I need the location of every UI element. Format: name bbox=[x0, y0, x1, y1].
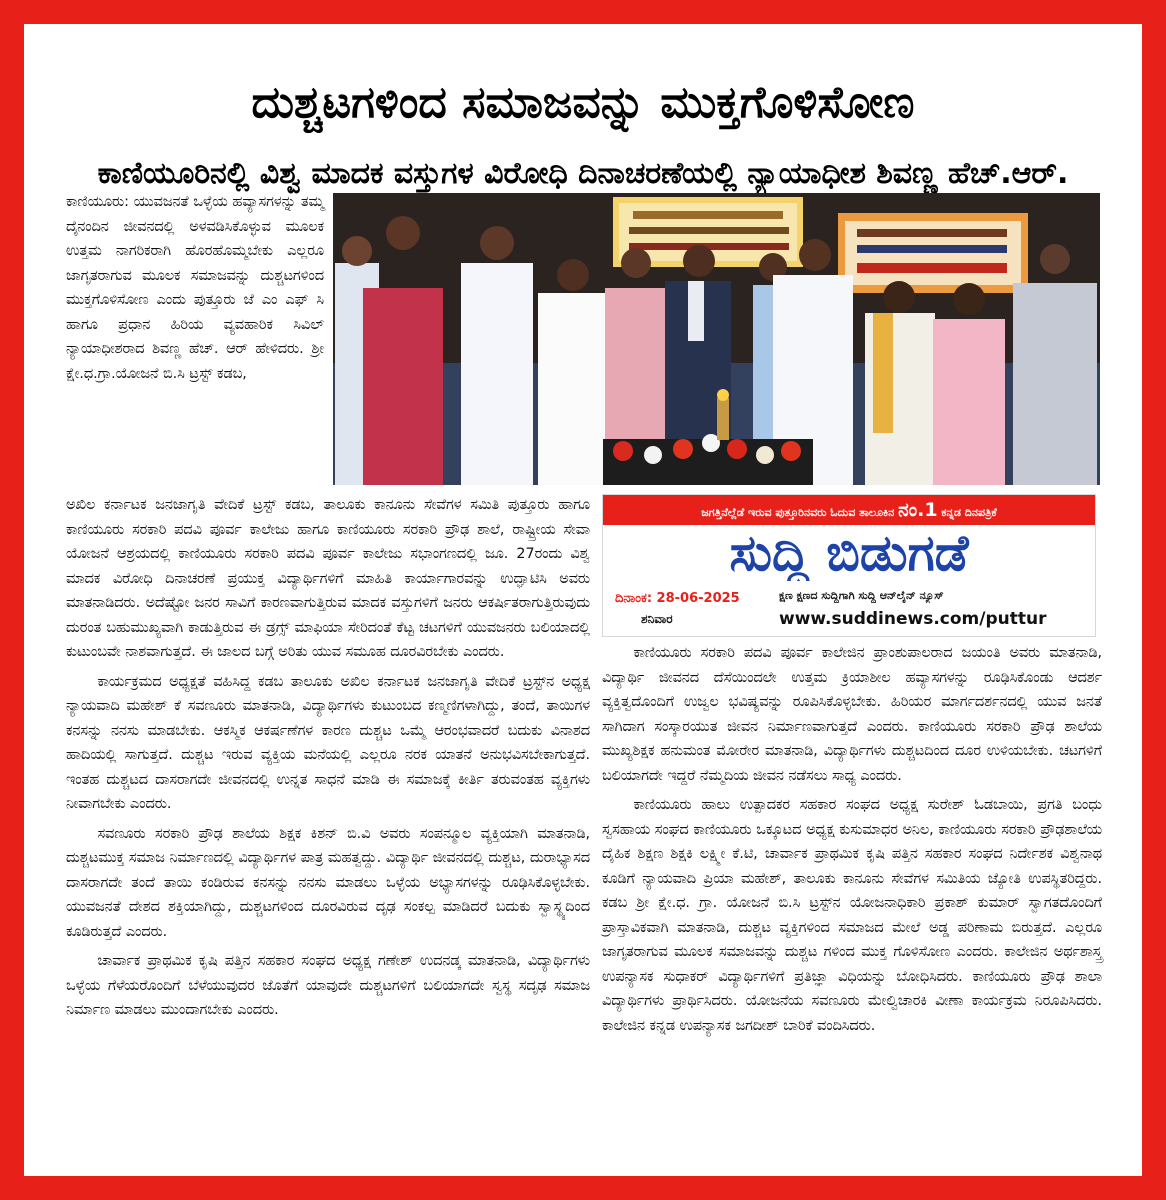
masthead-website: www.suddinews.com/puttur bbox=[779, 609, 1047, 629]
masthead-tagline-prefix: ಜಗತ್ತಿನೆಲ್ಲೆಡೆ ಇರುವ ಪುತ್ತೂರಿನವರು ಓದುವ ತಾಲೂಕಿನ bbox=[701, 506, 895, 519]
article-paragraph: ಕಾಣಿಯೂರು: ಯುವಜನತೆ ಒಳ್ಳೆಯ ಹವ್ಯಾಸಗಳನ್ನು ತಮ್ಮ ದೈನಂದಿನ ಜೀವನದಲ್ಲಿ ಅಳವಡಿಸಿಕೊಳ್ಳುವ ಮೂಲಕ ಉತ್ತಮ ನಾಗರಿಕರಾಗಿ ಹೊರಹೊಮ್ಮಬೇಕು ಎಲ್ಲರೂ ಜಾಗೃತರಾಗುವ ಮೂಲಕ ಸಮಾಜವನ್ನು ದುಶ್ಚಟಗಳಿಂದ ಮುಕ್ತಗೊಳಿಸೋಣ ಎಂದು ಪುತ್ತೂರು ಜೆ ಎಂ ಎಫ್ ಸಿ ಹಾಗೂ ಪ್ರಧಾನ ಹಿರಿಯ ವ್ಯವಹಾರಿಕ ಸಿವಿಲ್ ನ್ಯಾಯಾಧೀಶರಾದ ಶಿವಣ್ಣ ಹೆಚ್. ಆರ್ ಹೇಳಿದರು. ಶ್ರೀ ಕ್ಷೇ.ಧ.ಗ್ರಾ.ಯೋಜನೆ ಬಿ.ಸಿ ಟ್ರಸ್ಟ್ ಕಡಬ, bbox=[66, 194, 324, 382]
event-photo bbox=[333, 193, 1100, 485]
article-paragraph: ಅಖಿಲ ಕರ್ನಾಟಕ ಜನಜಾಗೃತಿ ವೇದಿಕೆ ಟ್ರಸ್ಟ್ ಕಡಬ, ತಾಲೂಕು ಕಾನೂನು ಸೇವೆಗಳ ಸಮಿತಿ ಪುತ್ತೂರು ಹಾಗೂ ಕಾಣಿಯೂರು ಸರಕಾರಿ ಪದವಿ ಪೂರ್ವ ಕಾಲೇಜು ಹಾಗೂ ಕಾಣಿಯೂರು ಸರಕಾರಿ ಪ್ರೌಢ ಶಾಲೆ, ರಾಷ್ಟ್ರೀಯ ಸೇವಾ ಯೋಜನೆ ಆಶ್ರಯದಲ್ಲಿ ಕಾಣಿಯೂರು ಸರಕಾರಿ ಪದವಿ ಪೂರ್ವ ಕಾಲೇಜು ಸಭಾಂಗಣದಲ್ಲಿ ಜೂ. 27ರಂದು ವಿಶ್ವ ಮಾದಕ ವಿರೋಧಿ ದಿನಾಚರಣೆ ಪ್ರಯುಕ್ತ ವಿದ್ಯಾರ್ಥಿಗಳಿಗೆ ಮಾಹಿತಿ ಕಾರ್ಯಾಗಾರವನ್ನು ಉದ್ಘಾಟಿಸಿ ಅವರು ಮಾತನಾಡಿದರು. ಅದೆಷ್ಟೋ ಜನರ ಸಾವಿಗೆ ಕಾರಣವಾಗುತ್ತಿರುವ ಮಾದಕ ವಸ್ತುಗಳಿಗೆ ಜನರು ಆಕರ್ಷಿತರಾಗುತ್ತಿರುವುದು ದುರಂತ ಬಹುಮುಖ್ಯವಾಗಿ ಕಾಡುತ್ತಿರುವ ಈ ಡ್ರಗ್ಸ್ ಮಾಫಿಯಾ ಸೇರಿದಂತೆ ಕೆಟ್ಟ ಚಟಗಳಿಗೆ ಯುವಜನರು ಬಲಿಯಾದಲ್ಲಿ ಕುಟುಂಬವೇ ನಾಶವಾಗುತ್ತದೆ. ಈ ಜಾಲದ ಬಗ್ಗೆ ಅರಿತು ಯುವ ಸಮೂಹ ದೂರವಿರಬೇಕು ಎಂದರು. bbox=[66, 497, 590, 660]
event-photo-illustration bbox=[333, 193, 1100, 485]
masthead-tagline-band bbox=[603, 495, 1095, 525]
article-column-left bbox=[66, 493, 590, 1028]
masthead-rank: ನಂ.1 bbox=[898, 499, 938, 521]
headline: ದುಶ್ಚಟಗಳಿಂದ ಸಮಾಜವನ್ನು ಮುಕ್ತಗೊಳಿಸೋಣ bbox=[251, 77, 915, 129]
article-paragraph: ಕಾರ್ಯಕ್ರಮದ ಅಧ್ಯಕ್ಷತೆ ವಹಿಸಿದ್ದ ಕಡಬ ತಾಲೂಕು ಅಖಿಲ ಕರ್ನಾಟಕ ಜನಜಾಗೃತಿ ವೇದಿಕೆ ಟ್ರಸ್ಟ್‌ನ ಅಧ್ಯಕ್ಷ ನ್ಯಾಯವಾದಿ ಮಹೇಶ್ ಕೆ ಸವಣೂರು ಮಾತನಾಡಿ, ವಿದ್ಯಾರ್ಥಿಗಳು ಕುಟುಂಬದ ಕಣ್ಮಣಿಗಳಾಗಿದ್ದು, ತಂದೆ, ತಾಯಿಗಳ ಕನಸನ್ನು ನನಸು ಮಾಡಬೇಕು. ಆಕಸ್ಮಿಕ ಆಕರ್ಷಣೆಗಳ ಕಾರಣ ದುಶ್ಚಟ ಒಮ್ಮೆ ಆರಂಭವಾದರೆ ಬದುಕು ವಿನಾಶದ ಹಾದಿಯಲ್ಲಿ ಸಾಗುತ್ತದೆ. ದುಶ್ಚಟ ಇರುವ ವ್ಯಕ್ತಿಯ ಮನೆಯಲ್ಲಿ ಎಲ್ಲರೂ ನರಕ ಯಾತನೆ ಅನುಭವಿಸಬೇಕಾಗುತ್ತದೆ. ಇಂತಹ ದುಶ್ಚಟದ ದಾಸರಾಗದೇ ಜೀವನದಲ್ಲಿ ಉನ್ನತ ಸಾಧನೆ ಮಾಡಿ ಈ ಸಮಾಜಕ್ಕೆ ಕೀರ್ತಿ ತರುವಂತಹ ವ್ಯಕ್ತಿಗಳು ನೀವಾಗಬೇಕು ಎಂದರು. bbox=[66, 673, 590, 812]
article-column-right bbox=[602, 641, 1102, 1043]
article-column-left-top bbox=[66, 190, 324, 391]
article-paragraph: ಕಾಣಿಯೂರು ಸರಕಾರಿ ಪದವಿ ಪೂರ್ವ ಕಾಲೇಜಿನ ಪ್ರಾಂಶುಪಾಲರಾದ ಜಯಂತಿ ಅವರು ಮಾತನಾಡಿ, ವಿದ್ಯಾರ್ಥಿ ಜೀವನದ ದೆಸೆಯಿಂದಲೇ ಉತ್ತಮ ಕ್ರಿಯಾಶೀಲ ಹವ್ಯಾಸಗಳನ್ನು ರೂಢಿಸಿಕೊಂಡು ಆದರ್ಶ ವ್ಯಕ್ತಿತ್ವದೊಂದಿಗೆ ಉಜ್ವಲ ಭವಿಷ್ಯವನ್ನು ರೂಪಿಸಿಕೊಳ್ಳಬೇಕು. ಹಿರಿಯರ ಮಾರ್ಗದರ್ಶನದಲ್ಲಿ ಯುವ ಜನತೆ ಸಾಗಿದಾಗ ಸಂಸ್ಕಾರಯುತ ಜೀವನ ನಿರ್ಮಾಣವಾಗುತ್ತದೆ ಎಂದರು. ಕಾಣಿಯೂರು ಸರಕಾರಿ ಪ್ರೌಢ ಶಾಲೆಯ ಮುಖ್ಯಶಿಕ್ಷಕ ಹನುಮಂತ ಮೋರೇರ ಮಾತನಾಡಿ, ವಿದ್ಯಾರ್ಥಿಗಳು ದುಶ್ಚಟದಿಂದ ದೂರ ಉಳಿಯಬೇಕು. ಚಟಗಳಿಗೆ ಬಲಿಯಾಗದೇ ಇದ್ದರೆ ನೆಮ್ಮದಿಯ ಜೀವನ ನಡೆಸಲು ಸಾಧ್ಯ ಎಂದರು. bbox=[602, 645, 1102, 784]
masthead-tagline-suffix: ಕನ್ನಡ ದಿನಪತ್ರಿಕೆ bbox=[941, 506, 997, 519]
masthead-logo: ಸುದ್ದಿ ಬಿಡುಗಡೆ bbox=[729, 525, 969, 581]
subheadline: ಕಾಣಿಯೂರಿನಲ್ಲಿ ವಿಶ್ವ ಮಾದಕ ವಸ್ತುಗಳ ವಿರೋಧಿ ದಿನಾಚರಣೆಯಲ್ಲಿ ನ್ಯಾಯಾಧೀಶ ಶಿವಣ್ಣ ಹೆಚ್.ಆರ್. bbox=[97, 155, 1069, 191]
article-paragraph: ಚಾರ್ವಾಕ ಪ್ರಾಥಮಿಕ ಕೃಷಿ ಪತ್ತಿನ ಸಹಕಾರ ಸಂಘದ ಅಧ್ಯಕ್ಷ ಗಣೇಶ್ ಉದನಡ್ಕ ಮಾತನಾಡಿ, ವಿದ್ಯಾರ್ಥಿಗಳು ಒಳ್ಳೆಯ ಗೆಳೆಯರೊಂದಿಗೆ ಬೆಳೆಯುವುದರ ಜೊತೆಗೆ ಯಾವುದೇ ದುಶ್ಚಟಗಳಿಗೆ ಬಲಿಯಾಗದೇ ಸ್ವಸ್ಥ ಸದೃಢ ಸಮಾಜ ನಿರ್ಮಾಣ ಮಾಡಲು ಮುಂದಾಗಬೇಕು ಎಂದರು. bbox=[66, 953, 590, 1018]
masthead-day: ಶನಿವಾರ bbox=[641, 612, 673, 626]
masthead-online-tagline: ಕ್ಷಣ ಕ್ಷಣದ ಸುದ್ದಿಗಾಗಿ ಸುದ್ದಿ ಆನ್‌ಲೈನ್ ನ್ಯೂಸ್ bbox=[779, 589, 944, 602]
masthead-date: ದಿನಾಂಕ: 28-06-2025 bbox=[615, 591, 740, 606]
article-paragraph: ಸವಣೂರು ಸರಕಾರಿ ಪ್ರೌಢ ಶಾಲೆಯ ಶಿಕ್ಷಕ ಕಿಶನ್ ಬಿ.ವಿ ಅವರು ಸಂಪನ್ಮೂಲ ವ್ಯಕ್ತಿಯಾಗಿ ಮಾತನಾಡಿ, ದುಶ್ಚಟಮುಕ್ತ ಸಮಾಜ ನಿರ್ಮಾಣದಲ್ಲಿ ವಿದ್ಯಾರ್ಥಿಗಳ ಪಾತ್ರ ಮಹತ್ವದ್ದು. ವಿದ್ಯಾರ್ಥಿ ಜೀವನದಲ್ಲಿ ದುಶ್ಚಟ, ದುರಾಭ್ಯಾಸದ ದಾಸರಾಗದೇ ತಂದೆ ತಾಯಿ ಕಂಡಿರುವ ಕನಸನ್ನು ನನಸು ಮಾಡಲು ಒಳ್ಳೆಯ ಅಭ್ಯಾಸಗಳನ್ನು ರೂಢಿಸಿಕೊಳ್ಳಬೇಕು. ಯುವಜನತೆ ದೇಶದ ಶಕ್ತಿಯಾಗಿದ್ದು, ದುಶ್ಚಟಗಳಿಂದ ದೂರವಿರುವ ದೃಢ ಸಂಕಲ್ಪ ಮಾಡಿದರೆ ಬದುಕು ಸ್ವಾಸ್ಥ್ಯದಿಂದ ಕೂಡಿರುತ್ತದೆ ಎಂದರು. bbox=[66, 825, 590, 940]
newspaper-masthead bbox=[602, 494, 1096, 637]
article-paragraph: ಕಾಣಿಯೂರು ಹಾಲು ಉತ್ಪಾದಕರ ಸಹಕಾರ ಸಂಘದ ಅಧ್ಯಕ್ಷ ಸುರೇಶ್ ಓಡಬಾಯಿ, ಪ್ರಗತಿ ಬಂಧು ಸ್ವಸಹಾಯ ಸಂಘದ ಕಾಣಿಯೂರು ಒಕ್ಕೂಟದ ಅಧ್ಯಕ್ಷ ಕುಸುಮಾಧರ ಅನಿಲ, ಕಾಣಿಯೂರು ಸರಕಾರಿ ಪ್ರೌಢಶಾಲೆಯ ದೈಹಿಕ ಶಿಕ್ಷಣ ಶಿಕ್ಷಕಿ ಲಕ್ಷ್ಮೀ ಕೆ.ಟಿ, ಚಾರ್ವಾಕ ಪ್ರಾಥಮಿಕ ಕೃಷಿ ಪತ್ತಿನ ಸಹಕಾರ ಸಂಘದ ನಿರ್ದೇಶಕ ವಿಶ್ವನಾಥ ಕೂಡಿಗೆ ನ್ಯಾಯವಾದಿ ಪ್ರಿಯಾ ಮಹೇಶ್, ತಾಲೂಕು ಕಾನೂನು ಸೇವೆಗಳ ಸಮಿತಿಯ ಜ್ಯೋತಿ ಉಪಸ್ಥಿತರಿದ್ದರು. ಕಡಬ ಶ್ರೀ ಕ್ಷೇ.ಧ. ಗ್ರಾ. ಯೋಜನೆ ಬಿ.ಸಿ ಟ್ರಸ್ಟ್‌ನ ಯೋಜನಾಧಿಕಾರಿ ಪ್ರಕಾಶ್ ಕುಮಾರ್ ಸ್ವಾಗತದೊಂದಿಗೆ ಪ್ರಾಸ್ತಾವಿಕವಾಗಿ ಮಾತನಾಡಿ, ದುಶ್ಚಟ ವ್ಯಕ್ತಿಗಳಿಂದ ಸಮಾಜದ ಮೇಲೆ ಅಡ್ಡ ಪರಿಣಾಮ ಬಿರುತ್ತದೆ. ಎಲ್ಲರೂ ಜಾಗೃತರಾಗುವ ಮೂಲಕ ಸಮಾಜವನ್ನು ದುಶ್ಚಟ ಗಳಿಂದ ಮುಕ್ತ ಗೊಳಿಸೋಣ ಎಂದರು. ಕಾಲೇಜಿನ ಅರ್ಥಶಾಸ್ತ್ರ ಉಪನ್ಯಾಸಕ ಸುಧಾಕರ್ ವಿದ್ಯಾರ್ಥಿಗಳಿಗೆ ಪ್ರತಿಜ್ಞಾ ವಿಧಿಯನ್ನು ಬೋಧಿಸಿದರು. ಕಾಣಿಯೂರು ಪ್ರೌಢ ಶಾಲಾ ವಿದ್ಯಾರ್ಥಿಗಳು ಪ್ರಾರ್ಥಿಸಿದರು. ಯೋಜನೆಯ ಸವಣೂರು ಮೇಲ್ವಿಚಾರಕಿ ವೀಣಾ ಕಾರ್ಯಕ್ರಮ ನಿರೂಪಿಸಿದರು. ಕಾಲೇಜಿನ ಕನ್ನಡ ಉಪನ್ಯಾಸಕ ಜಗದೀಶ್ ಬಾರಿಕೆ ವಂದಿಸಿದರು. bbox=[602, 797, 1102, 1034]
